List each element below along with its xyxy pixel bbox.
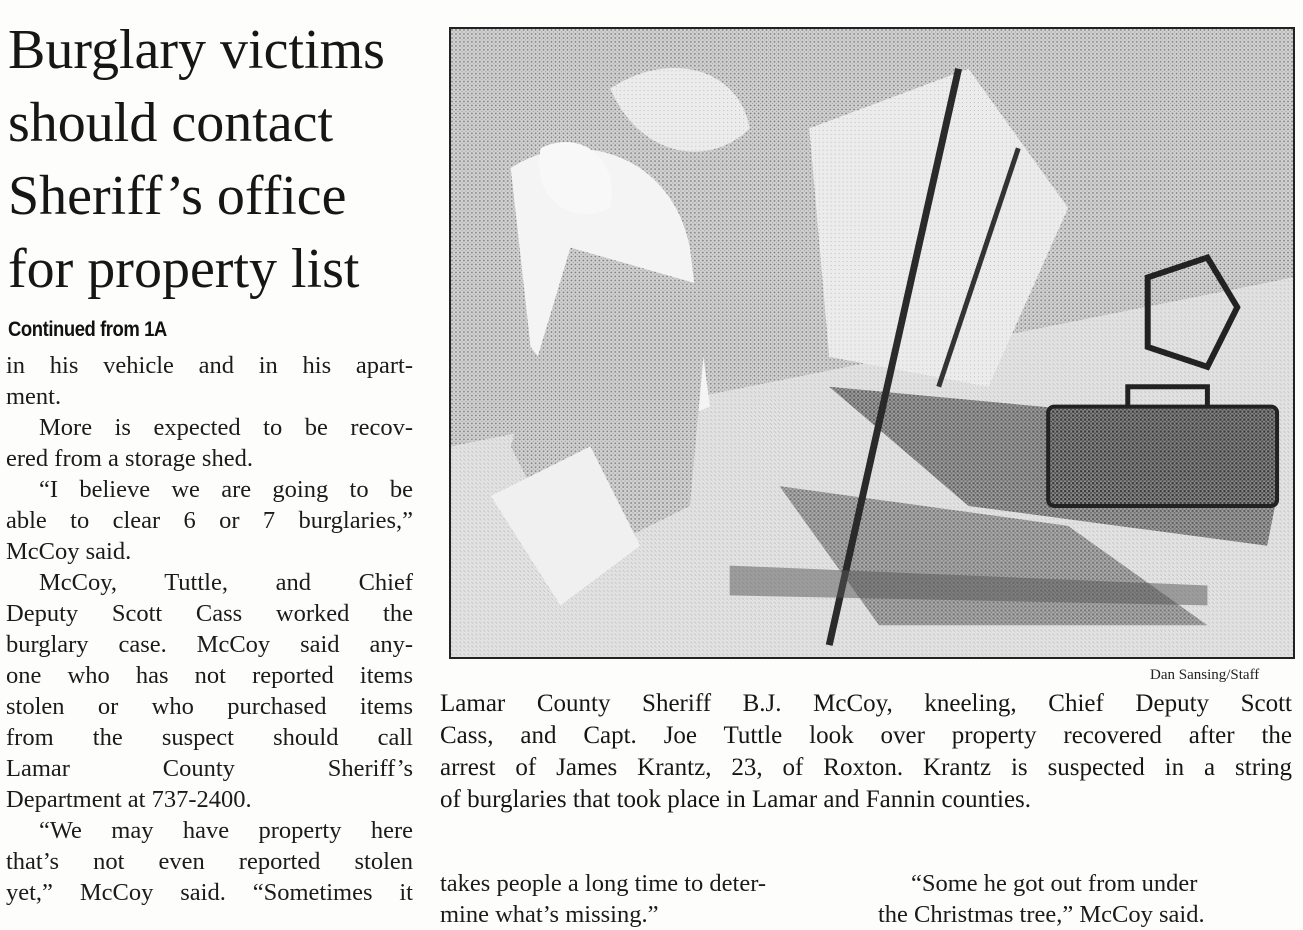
caption-line: of burglaries that took place in Lamar and Fannin counties. bbox=[440, 786, 1032, 813]
left-line: Department at 737-2400. bbox=[6, 786, 252, 813]
left-line: ered from a storage shed. bbox=[6, 445, 253, 472]
left-line: able to clear 6 or 7 burglaries,” bbox=[6, 507, 413, 534]
left-line: Lamar County Sheriff’s bbox=[6, 755, 413, 782]
headline-line-1: Burglary victims bbox=[8, 19, 385, 81]
left-line: burglary case. McCoy said any- bbox=[6, 631, 413, 658]
left-line: in his vehicle and in his apart- bbox=[6, 352, 413, 379]
photo-credit: Dan Sansing/Staff bbox=[1150, 667, 1260, 683]
right-column-text bbox=[878, 868, 1298, 930]
caption-line: arrest of James Krantz, 23, of Roxton. Krantz is suspected in a string bbox=[440, 754, 1292, 781]
middle-line: mine what’s missing.” bbox=[440, 901, 659, 928]
middle-line: takes people a long time to deter- bbox=[440, 870, 767, 897]
headline-line-3: Sheriff’s office bbox=[8, 165, 347, 227]
left-line: from the suspect should call bbox=[6, 724, 413, 751]
left-line: that’s not even reported stolen bbox=[6, 848, 413, 875]
caption-line: Lamar County Sheriff B.J. McCoy, kneeling, Chief Deputy Scott bbox=[440, 690, 1292, 717]
left-column-text bbox=[6, 350, 413, 908]
right-line: the Christmas tree,” McCoy said. bbox=[878, 901, 1205, 928]
photo-caption bbox=[440, 688, 1292, 816]
left-line: Deputy Scott Cass worked the bbox=[6, 600, 413, 627]
left-line: stolen or who purchased items bbox=[6, 693, 413, 720]
left-line: “We may have property here bbox=[39, 817, 413, 844]
left-line: McCoy said. bbox=[6, 538, 132, 565]
headline-line-4: for property list bbox=[8, 238, 360, 300]
caption-line: Cass, and Capt. Joe Tuttle look over property recovered after the bbox=[440, 722, 1292, 749]
right-line: “Some he got out from under bbox=[911, 870, 1198, 897]
left-line: ment. bbox=[6, 383, 62, 410]
news-photo bbox=[449, 27, 1295, 659]
left-line: “I believe we are going to be bbox=[39, 476, 413, 503]
left-line: yet,” McCoy said. “Sometimes it bbox=[6, 879, 413, 906]
headline-line-2: should contact bbox=[8, 92, 334, 154]
left-line: one who has not reported items bbox=[6, 662, 413, 689]
left-line: McCoy, Tuttle, and Chief bbox=[39, 569, 413, 596]
middle-column-text bbox=[440, 868, 860, 930]
continued-label: Continued from 1A bbox=[8, 318, 167, 341]
headline bbox=[8, 14, 428, 306]
left-line: More is expected to be recov- bbox=[39, 414, 413, 441]
news-photo-illustration bbox=[451, 29, 1293, 657]
